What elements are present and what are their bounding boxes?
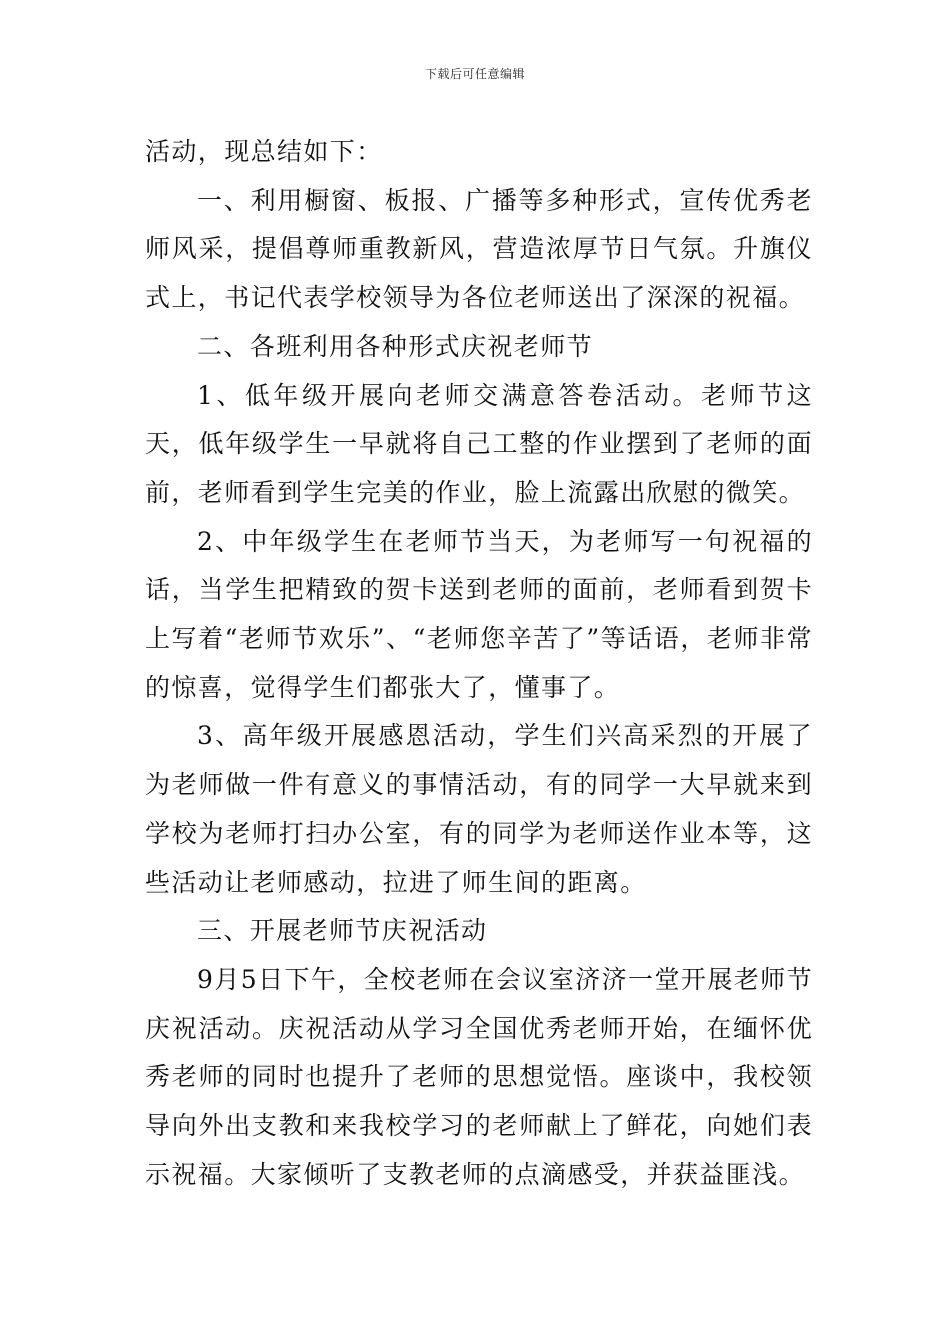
- paragraph-celebration-event: 9月5日下午，全校老师在会议室济济一堂开展老师节庆祝活动。庆祝活动从学习全国优秀老师开始，在缅怀优秀老师的同时也提升了老师的思想觉悟。座谈中，我校领导向外出支教和来我校学习的老师献上了鲜花，向她们表示祝福。大家倾听了支教老师的点滴感受，并获益匪浅。: [145, 964, 813, 1189]
- paragraph-item-1-lower-grades: 1、低年级开展向老师交满意答卷活动。老师节这天，低年级学生一早就将自己工整的作业摆到了老师的面前，老师看到学生完美的作业，脸上流露出欣慰的微笑。: [145, 380, 813, 507]
- paragraph-section-one: 一、利用橱窗、板报、广播等多种形式，宣传优秀老师风采，提倡尊师重教新风，营造浓厚节日气氛。升旗仪式上，书记代表学校领导为各位老师送出了深深的祝福。: [145, 185, 813, 313]
- paragraph-item-3-upper-grades: 3、高年级开展感恩活动，学生们兴高采烈的开展了为老师做一件有意义的事情活动，有的同学一大早就来到学校为老师打扫办公室，有的同学为老师送作业本等，这些活动让老师感动，拉进了师生间的距离。: [145, 721, 813, 897]
- page-header-note: 下载后可任意编辑: [424, 67, 525, 81]
- paragraph-intro: 活动，现总结如下：: [145, 137, 383, 166]
- paragraph-section-two-heading: 二、各班利用各种形式庆祝老师节: [197, 331, 594, 361]
- paragraph-section-three-heading: 三、开展老师节庆祝活动: [197, 916, 488, 946]
- document-body: [145, 128, 813, 1199]
- paragraph-item-2-middle-grades: 2、中年级学生在老师节当天，为老师写一句祝福的话，当学生把精致的贺卡送到老师的面前，老师看到贺卡上写着“老师节欢乐”、“老师您辛苦了”等话语，老师非常的惊喜，觉得学生们都张大了，懂事了。: [145, 526, 813, 702]
